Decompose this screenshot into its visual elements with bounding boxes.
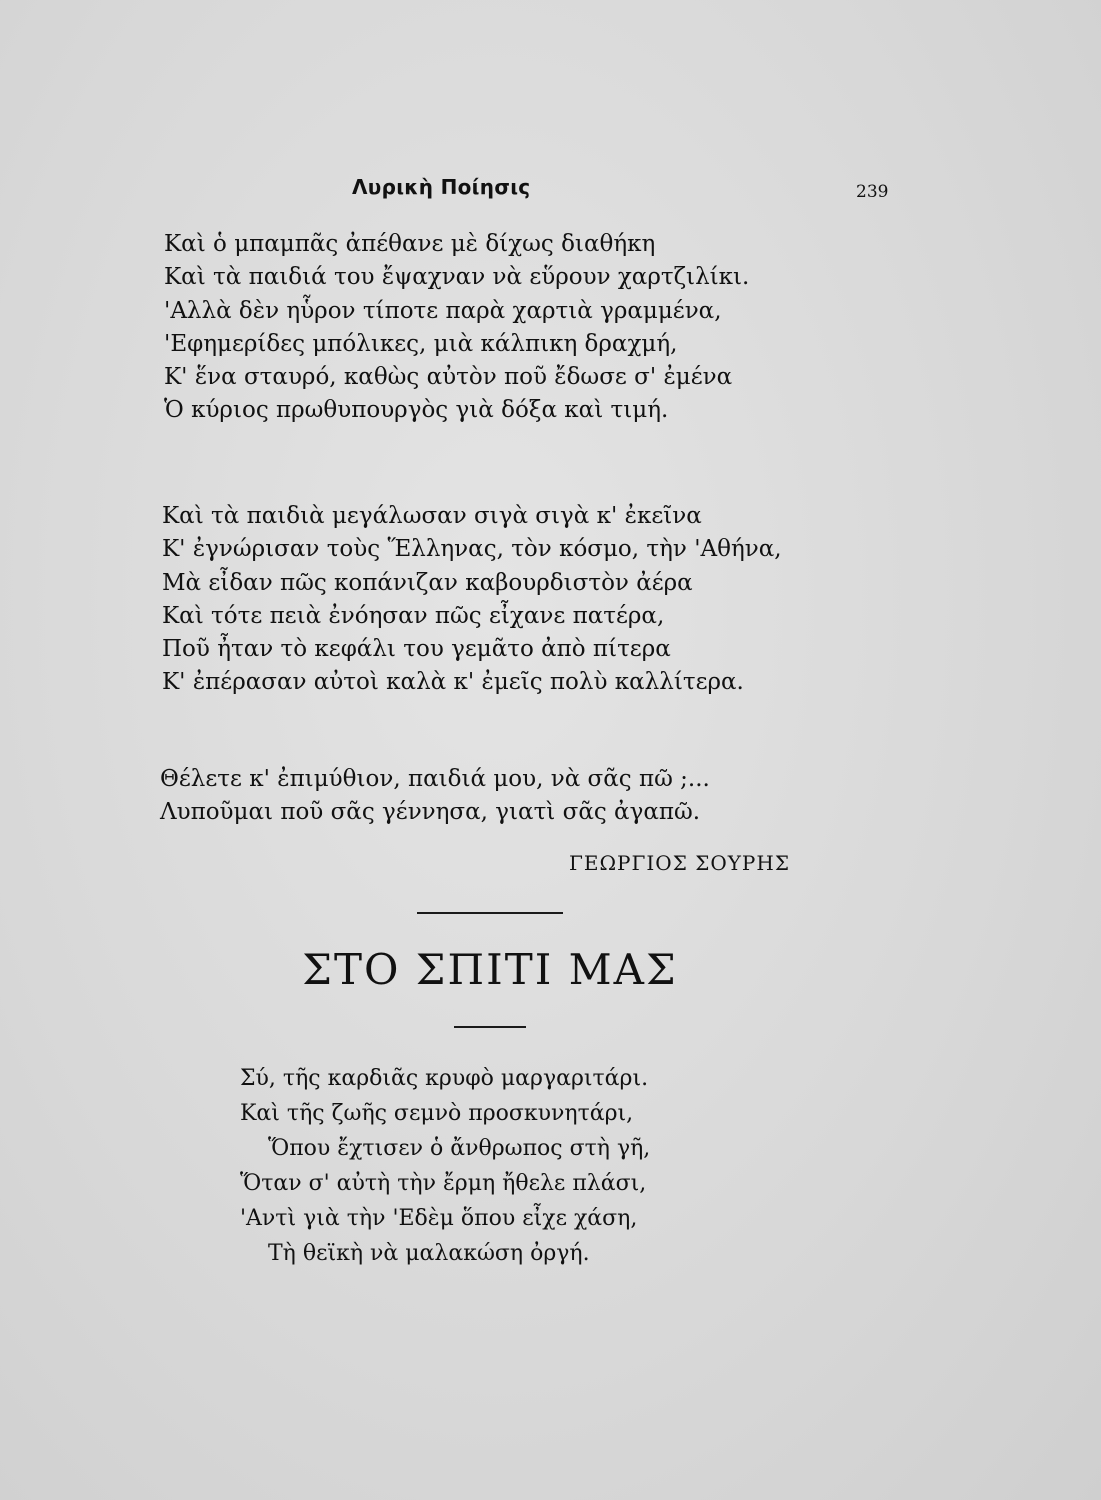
verse-line: Κ' ἐγνώρισαν τοὺς Ἕλληνας, τὸν κόσμο, τὴν 'Αθήνα,: [162, 536, 782, 563]
author-signature: ΓΕΩΡΓΙΟΣ ΣΟΥΡΗΣ: [569, 851, 790, 875]
verse-line: Καὶ τὰ παιδιά του ἔψαχναν νὰ εὕρουν χαρτζιλίκι.: [164, 264, 750, 291]
poem-title: ΣΤΟ ΣΠΙΤΙ ΜΑΣ: [302, 945, 678, 994]
verse-line: 'Αντὶ γιὰ τὴν 'Εδὲμ ὅπου εἶχε χάση,: [240, 1206, 638, 1231]
divider-rule: [454, 1026, 526, 1028]
verse-line: Καὶ τὰ παιδιὰ μεγάλωσαν σιγὰ σιγὰ κ' ἐκεῖνα: [162, 503, 702, 529]
verse-line: Ὅταν σ' αὐτὴ τὴν ἔρμη ἤθελε πλάσι,: [240, 1171, 647, 1196]
verse-line: 'Αλλὰ δὲν ηὗρον τίποτε παρὰ χαρτιὰ γραμμένα,: [164, 297, 722, 324]
verse-line: Κ' ἐπέρασαν αὐτοὶ καλὰ κ' ἐμεῖς πολὺ καλλίτερα.: [162, 669, 744, 696]
verse-line: Σύ, τῆς καρδιᾶς κρυφὸ μαργαριτάρι.: [240, 1066, 649, 1091]
verse-line: Μὰ εἶδαν πῶς κοπάνιζαν καβουρδιστὸν ἀέρα: [162, 569, 693, 596]
verse-line: Κ' ἕνα σταυρό, καθὼς αὐτὸν ποῦ ἔδωσε σ' ἐμένα: [164, 364, 733, 391]
running-title: Λυρικὴ Ποίησις: [352, 175, 531, 199]
page-number: 239: [856, 182, 889, 202]
stanza-4: [240, 1061, 650, 1271]
verse-line: Θέλετε κ' ἐπιμύθιον, παιδιά μου, νὰ σᾶς πῶ ;...: [160, 766, 710, 792]
verse-line: Καὶ τῆς ζωῆς σεμνὸ προσκυνητάρι,: [240, 1101, 634, 1126]
verse-line: Ὅπου ἔχτισεν ὁ ἄνθρωπος στὴ γῆ,: [268, 1136, 651, 1161]
verse-line: Λυποῦμαι ποῦ σᾶς γέννησα, γιατὶ σᾶς ἀγαπῶ.: [160, 799, 701, 826]
stanza-2: [162, 500, 782, 700]
stanza-1: [164, 228, 749, 428]
verse-line: Ποῦ ἦταν τὸ κεφάλι του γεμᾶτο ἀπὸ πίτερα: [162, 636, 671, 663]
verse-line: Τὴ θεϊκὴ νὰ μαλακώση ὀργή.: [268, 1241, 590, 1266]
divider-rule: [417, 912, 563, 914]
verse-line: 'Εφημερίδες μπόλικες, μιὰ κάλπικη δραχμή,: [164, 330, 678, 357]
verse-line: Καὶ ὁ μπαμπᾶς ἀπέθανε μὲ δίχως διαθήκη: [164, 231, 656, 257]
stanza-3: [160, 763, 710, 830]
verse-line: Καὶ τότε πειὰ ἐνόησαν πῶς εἶχανε πατέρα,: [162, 602, 665, 629]
verse-line: Ὁ κύριος πρωθυπουργὸς γιὰ δόξα καὶ τιμή.: [164, 397, 669, 424]
